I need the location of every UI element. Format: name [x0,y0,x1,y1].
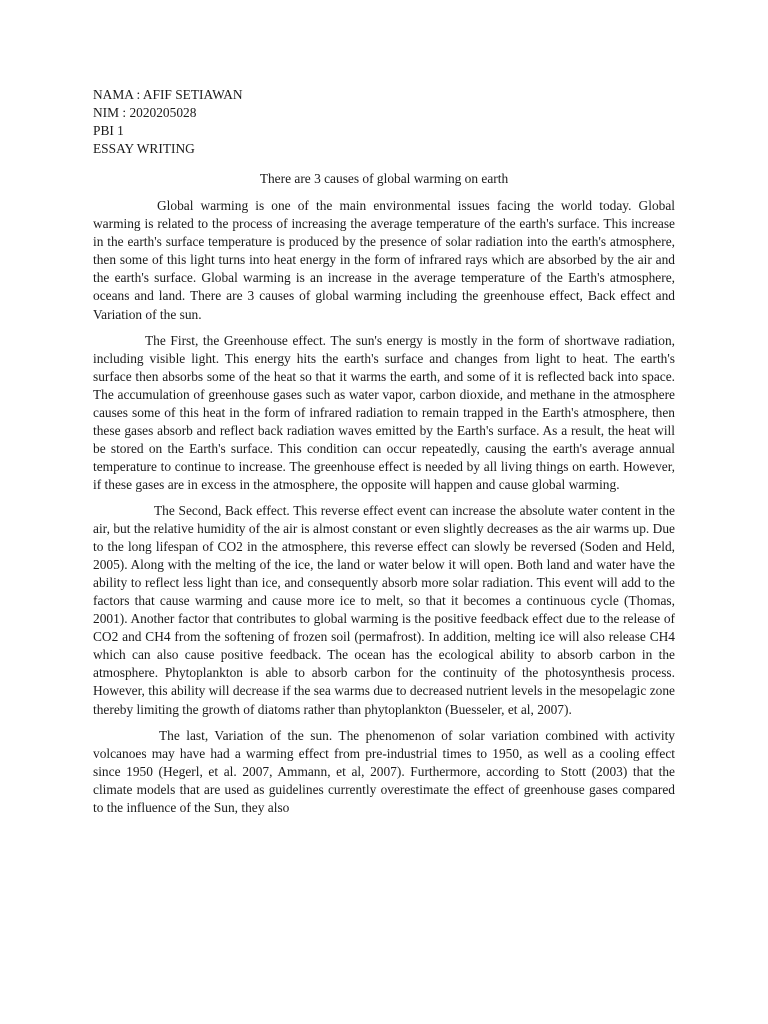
class-label: PBI 1 [93,123,124,139]
paragraph-back-effect [93,502,675,719]
subject-label: ESSAY WRITING [93,141,195,157]
student-name: NAMA : AFIF SETIAWAN [93,87,243,102]
paragraph-text: The First, the Greenhouse effect. The sun's energy is mostly in the form of shortwave radiation, including visible light. This energy hits the earth's surface and changes from light to heat. The earth's surface then absorbs some of the heat so that it warms the earth, and some of it is reflected back into space. The accumulation of greenhouse gases such as water vapor, carbon dioxide, and methane in the atmosphere causes some of this heat in the form of infrared radiation to remain trapped in the Earth's atmosphere, then these gases absorb and reflect back radiation waves emitted by the Earth's surface. As a result, the heat will be stored on the Earth's surface. This condition can occur repeatedly, causing the earth's average annual temperature to continue to increase. The greenhouse effect is needed by all living things on earth. However, if these gases are in excess in the atmosphere, the opposite will happen and cause global warming. [93,332,675,492]
paragraph-greenhouse-effect [93,332,675,494]
student-header [93,86,675,158]
student-id: NIM : 2020205028 [93,105,197,121]
paragraph-text: The Second, Back effect. This reverse effect event can increase the absolute water content in the air, but the relative humidity of the air is almost constant or even slightly decreases as the air warms up. Due to the long lifespan of CO2 in the atmosphere, this reverse effect can slowly be reversed (Soden and Held, 2005). Along with the melting of the ice, the land or water below it will open. Both land and water have the ability to reflect less light than ice, and consequently absorb more solar radiation. This event will add to the factors that cause warming and cause more ice to melt, so that it becomes a continuous cycle (Thomas, 2001). Another factor that contributes to global warming is the positive feedback effect due to the release of CO2 and CH4 from the softening of frozen soil (permafrost). In addition, melting ice will also release CH4 which can also cause positive feedback. The ocean has the ecological ability to absorb carbon in the atmosphere. Phytoplankton is able to absorb carbon for the continuity of the photosynthesis process. However, this ability will decrease if the sea warms due to decreased nutrient levels in the mesopelagic zone thereby limiting the growth of diatoms rather than phytoplankton (Buesseler, et al, 2007). [93,502,675,717]
paragraph-text: The last, Variation of the sun. The phenomenon of solar variation combined with activity volcanoes may have had a warming effect from pre-industrial times to 1950, as well as a cooling effect since 1950 (Hegerl, et al. 2007, Ammann, et al, 2007). Furthermore, according to Stott (2003) that the climate models that are used as guidelines currently overestimate the effect of greenhouse gases compared to the influence of the Sun, they also [93,727,675,815]
document-page [93,86,675,825]
paragraph-introduction [93,197,675,323]
paragraph-text: Global warming is one of the main environmental issues facing the world today. Global warming is related to the process of increasing the average temperature of the earth's surface. This increase in the earth's surface temperature is produced by the presence of solar radiation into the earth's atmosphere, then some of this light turns into heat energy in the form of infrared rays which are absorbed by the air and the earth's surface. Global warming is an increase in the average temperature of the Earth's atmosphere, oceans and land. There are 3 causes of global warming including the greenhouse effect, Back effect and Variation of the sun. [93,198,675,322]
paragraph-solar-variation [93,727,675,817]
essay-title: There are 3 causes of global warming on earth [259,171,509,187]
